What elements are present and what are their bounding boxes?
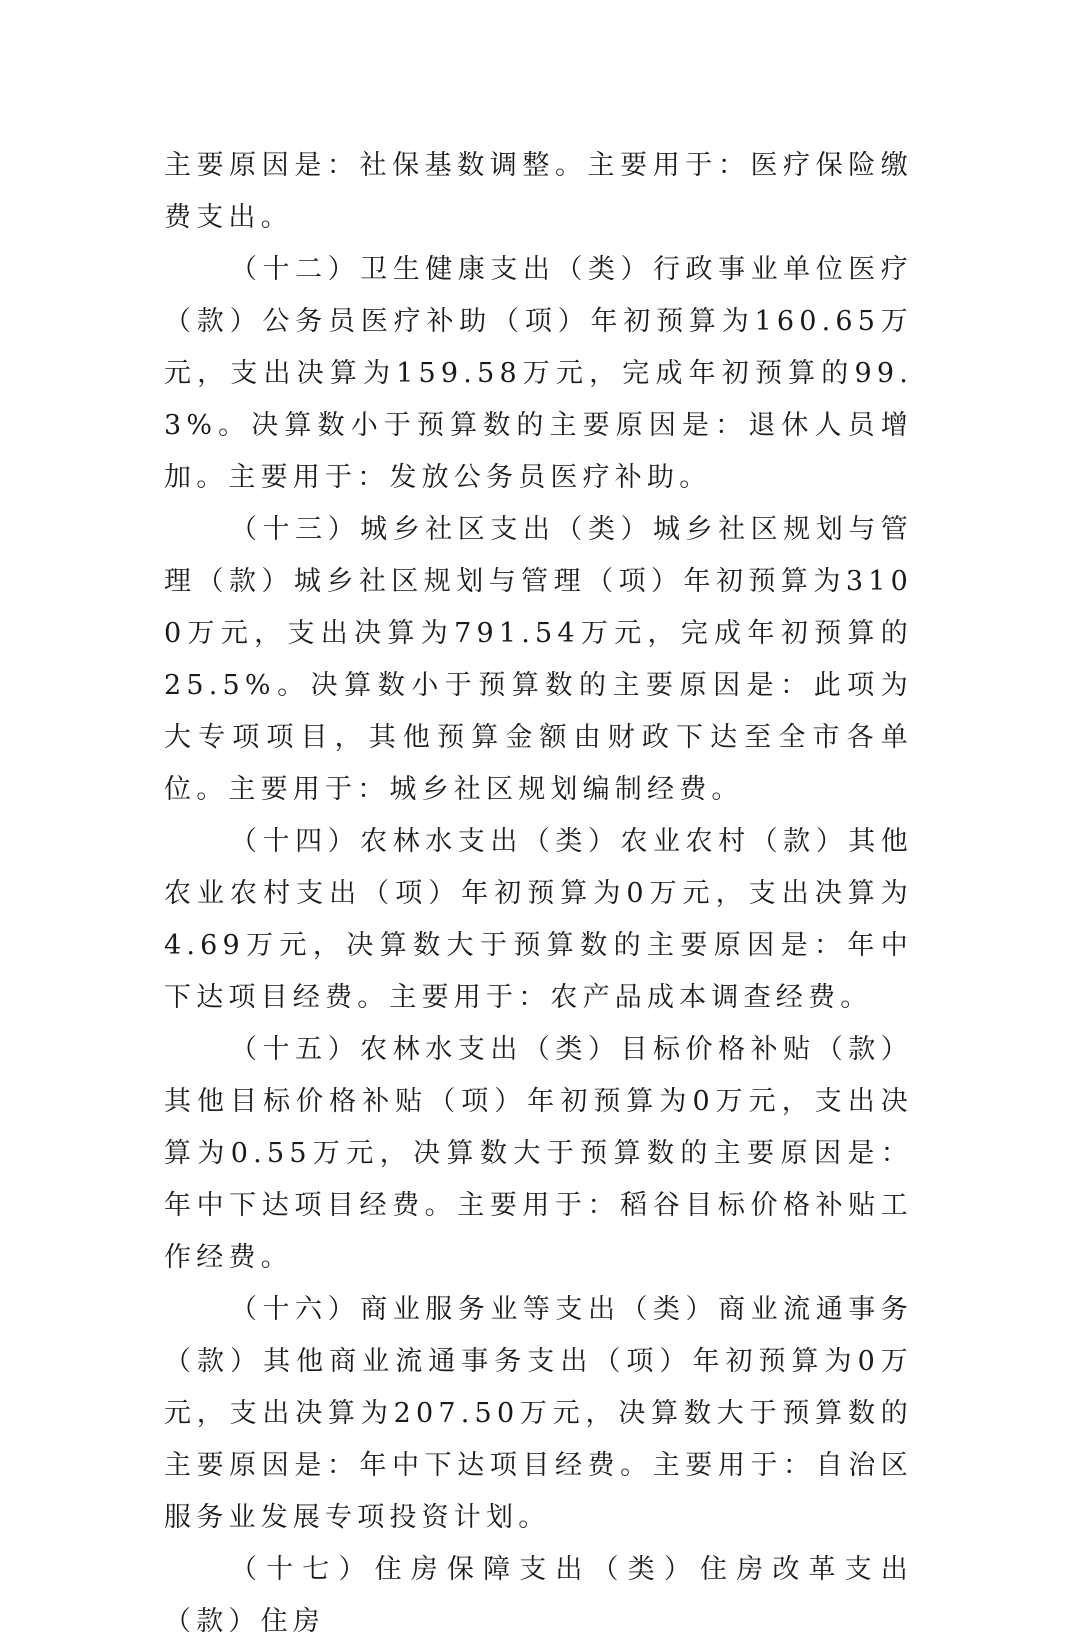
paragraph-item-15: （十五）农林水支出（类）目标价格补贴（款）其他目标价格补贴（项）年初预算为0万元，支出决算为0.55万元，决算数大于预算数的主要原因是：年中下达项目经费。主要用于：稻谷目标价格补贴工作经费。 [164, 1034, 913, 1273]
paragraph-item-12: （十二）卫生健康支出（类）行政事业单位医疗（款）公务员医疗补助（项）年初预算为160.65万元，支出决算为159.58万元，完成年初预算的99.3%。决算数小于预算数的主要原因是：退休人员增加。主要用于：发放公务员医疗补助。 [164, 254, 913, 493]
paragraph-item-17: （十七）住房保障支出（类）住房改革支出（款）住房 [164, 1554, 913, 1637]
paragraph-item-16: （十六）商业服务业等支出（类）商业流通事务（款）其他商业流通事务支出（项）年初预算为0万元，支出决算为207.50万元，决算数大于预算数的主要原因是：年中下达项目经费。主要用于：自治区服务业发展专项投资计划。 [164, 1294, 913, 1533]
paragraph-item-13: （十三）城乡社区支出（类）城乡社区规划与管理（款）城乡社区规划与管理（项）年初预算为3100万元，支出决算为791.54万元，完成年初预算的25.5%。决算数小于预算数的主要原因是：此项为大专项项目，其他预算金额由财政下达至全市各单位。主要用于：城乡社区规划编制经费。 [164, 514, 913, 805]
paragraph-item-14: （十四）农林水支出（类）农业农村（款）其他农业农村支出（项）年初预算为0万元，支出决算为4.69万元，决算数大于预算数的主要原因是：年中下达项目经费。主要用于：农产品成本调查经费。 [164, 826, 913, 1013]
paragraph-continuation: 主要原因是：社保基数调整。主要用于：医疗保险缴费支出。 [164, 150, 913, 233]
